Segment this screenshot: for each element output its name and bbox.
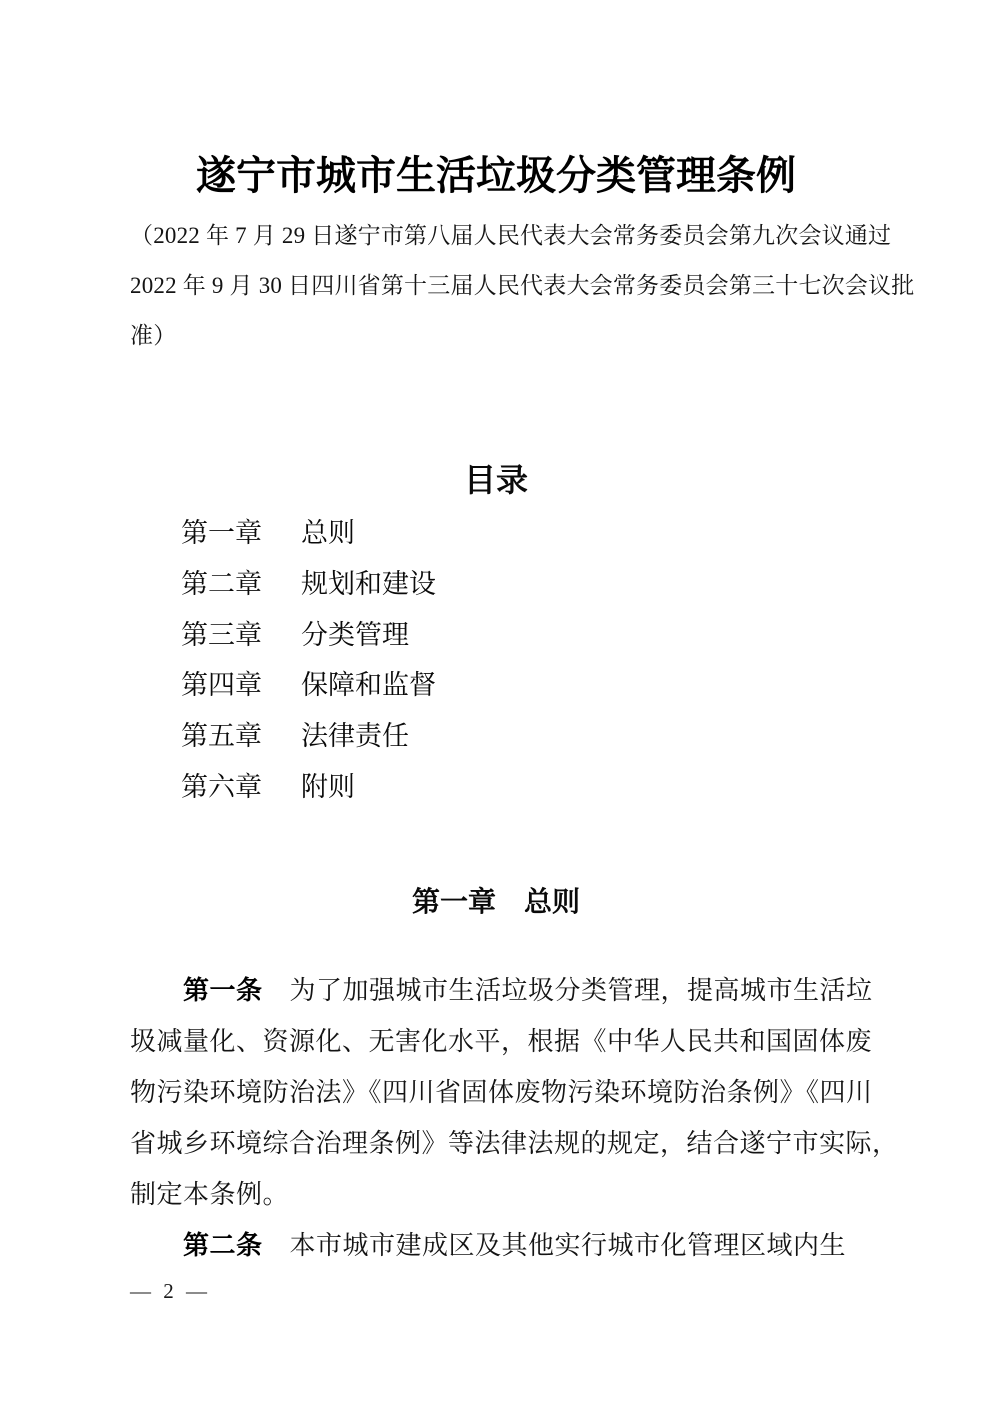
preamble-line: 2022 年 9 月 30 日四川省第十三届人民代表大会常务委员会第三十七次会议批 [130,273,915,298]
page-number: — 2 — [130,1279,207,1303]
text-line [130,1067,880,1118]
toc-list [181,508,436,813]
toc-chapter-title: 规划和建设 [301,568,436,599]
text-line [130,965,880,1016]
toc-item [181,610,436,661]
text-line [130,1118,899,1169]
article-number-label: 第一条 [183,976,263,1005]
toc-chapter-label: 第三章 [181,619,262,650]
text-line [130,1220,880,1271]
preamble [130,211,915,361]
toc-chapter-title: 保障和监督 [301,670,436,701]
toc-heading: 目录 [463,462,528,498]
text-run: 圾减量化、资源化、无害化水平，根据《中华人民共和国固体废 [130,1027,873,1056]
text-run: 物污染环境防治法》《四川省固体废物污染环境防治条例》《四川 [130,1078,873,1107]
toc-item [181,660,436,711]
preamble-line: （2022 年 7 月 29 日遂宁市第八届人民代表大会常务委员会第九次会议通过 [130,223,892,248]
toc-item [181,762,436,813]
article-number-label: 第二条 [183,1231,263,1260]
text-run: 省城乡环境综合治理条例》等法律法规的规定，结合遂宁市实际， [130,1129,899,1158]
document-title: 遂宁市城市生活垃圾分类管理条例 [196,153,796,198]
toc-item [181,711,436,762]
toc-chapter-label: 第六章 [181,771,262,802]
toc-chapter-label: 第二章 [181,568,262,599]
article-text [130,965,899,1271]
toc-chapter-title: 法律责任 [301,721,409,752]
toc-item [181,559,436,610]
toc-chapter-title: 附则 [301,771,355,802]
text-run: 本市城市建成区及其他实行城市化管理区域内生 [289,1231,847,1260]
text-run: 为了加强城市生活垃圾分类管理，提高城市生活垃 [289,976,873,1005]
toc-chapter-title: 总则 [301,518,355,548]
text-run: 制定本条例。 [130,1180,290,1209]
toc-item [181,508,436,559]
toc-chapter-title: 分类管理 [301,619,409,650]
chapter-heading: 第一章 总则 [411,886,580,917]
toc-chapter-label: 第五章 [181,721,262,752]
toc-chapter-label: 第四章 [181,670,262,701]
text-line [130,1016,880,1067]
toc-chapter-label: 第一章 [181,518,262,548]
text-line [130,1169,880,1220]
preamble-line: 准） [130,323,177,348]
